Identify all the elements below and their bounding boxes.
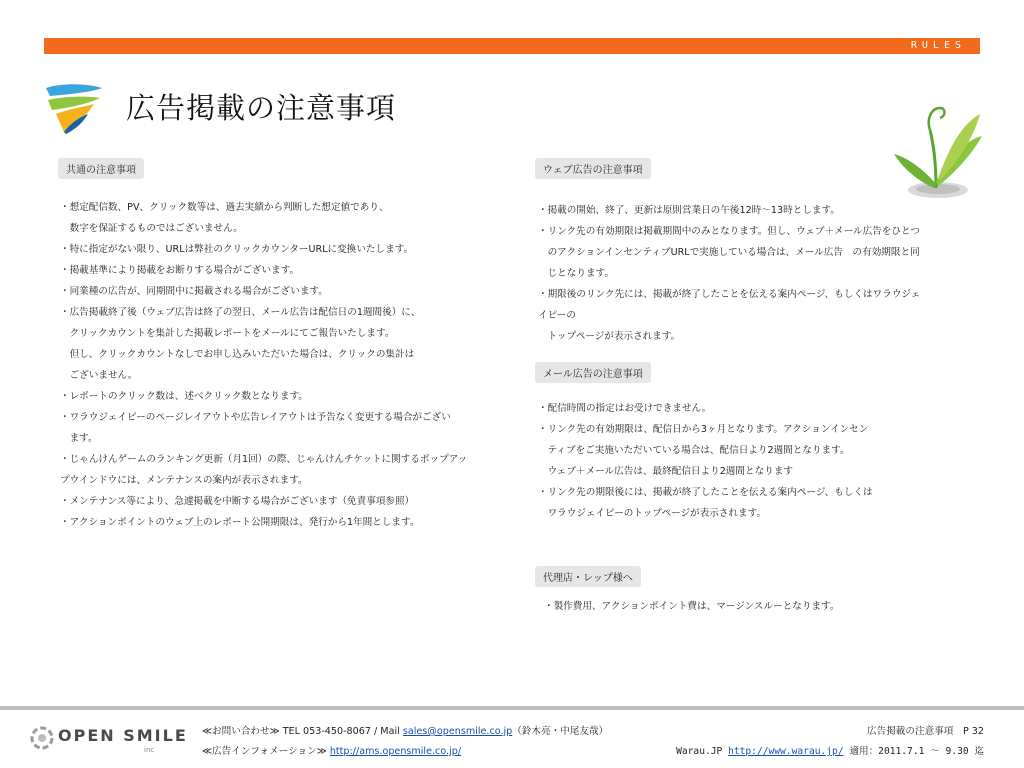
list-item: ウェブ＋メール広告は、最終配信日より2週間となります (538, 466, 793, 477)
header-bar (44, 38, 980, 54)
footer-page-info (676, 722, 984, 762)
list-item: ・リンク先の期限後には、掲載が終了したことを伝える案内ページ、もしくは (538, 487, 873, 498)
contact-prefix: ≪お問い合わせ≫ TEL 053-450-8067 / Mail (202, 726, 403, 737)
list-item: 但し、クリックカウントなしでお申し込みいただいた場合は、クリックの集計は (60, 349, 415, 360)
applied-period: 適用：2011.7.1 ～ 9.30 迄 (843, 746, 984, 757)
list-item: ・じゃんけんゲームのランキング更新（月1回）の際、じゃんけんチケットに関するポップアッ (60, 454, 468, 465)
list-item: イピーの (538, 310, 576, 321)
web-notes-list (538, 200, 920, 347)
list-item: ・広告掲載終了後（ウェブ広告は終了の翌日、メール広告は配信日の1週間後）に、 (60, 307, 421, 318)
page-title: 広告掲載の注意事項 (126, 91, 397, 125)
list-item: ワラウジェイピーのトップページが表示されます。 (538, 508, 767, 519)
list-item: ・ワラウジェイピーのページレイアウトや広告レイアウトは予告なく変更する場合がござい (60, 412, 451, 423)
list-item: ・掲載基準により掲載をお断りする場合がございます。 (60, 265, 300, 276)
list-item: じとなります。 (538, 268, 614, 279)
common-notes-label: 共通の注意事項 (58, 158, 144, 179)
list-item: ・特に指定がない限り、URLは弊社のクリックカウンターURLに変換いたします。 (60, 244, 414, 255)
info-prefix: ≪広告インフォメーション≫ (202, 746, 330, 757)
agency-notes-list (544, 596, 839, 617)
contact-email-link[interactable]: sales@opensmile.co.jp (402, 726, 513, 737)
list-item: ・想定配信数、PV、クリック数等は、過去実績から判断した想定値であり、 (60, 202, 389, 213)
list-item: ・同業種の広告が、同期間中に掲載される場合がございます。 (60, 286, 328, 297)
list-item: ・掲載の開始、終了、更新は原則営業日の午後12時～13時とします。 (538, 205, 840, 216)
rules-label: RULES (910, 40, 966, 51)
list-item: のアクションインセンティブURLで実施している場合は、メール広告 の有効期限と同 (538, 247, 920, 258)
page-number-label: 広告掲載の注意事項 P 32 (867, 726, 984, 737)
list-item: ・リンク先の有効期限は掲載期間中のみとなります。但し、ウェブ＋メール広告をひとつ (538, 226, 921, 237)
common-notes-list (60, 197, 467, 533)
list-item: クリックカウントを集計した掲載レポートをメールにてご報告いたします。 (60, 328, 395, 339)
list-item: ティブをご実施いただいている場合は、配信日より2週間となります。 (538, 445, 850, 456)
list-item: ・メンテナンス等により、急遽掲載を中断する場合がございます（免責事項参照） (60, 496, 415, 507)
list-item: ございません。 (60, 370, 138, 381)
list-item: ・期限後のリンク先には、掲載が終了したことを伝える案内ページ、もしくはワラウジェ (538, 289, 921, 300)
footer-divider (0, 706, 1024, 710)
footer-contact (202, 722, 608, 762)
list-item: ・アクションポイントのウェブ上のレポート公開期限は、発行から1年間とします。 (60, 517, 420, 528)
warau-logo-icon (42, 80, 104, 136)
list-item: ・製作費用、アクションポイント費は、マージンスルーとなります。 (544, 601, 840, 612)
info-url-link[interactable]: http://ams.opensmile.co.jp/ (329, 746, 462, 757)
list-item: ・レポートのクリック数は、述べクリック数となります。 (60, 391, 308, 402)
site-prefix: Warau.JP (676, 746, 729, 757)
list-item: プウインドウには、メンテナンスの案内が表示されます。 (60, 475, 308, 486)
site-url-link[interactable]: http://www.warau.jp/ (728, 746, 844, 757)
list-item: ます。 (60, 433, 98, 444)
agency-notes-label: 代理店・レップ様へ (535, 566, 641, 587)
list-item: 数字を保証するものではございません。 (60, 223, 243, 234)
contact-suffix: （鈴木亮・中尾友哉） (512, 726, 609, 737)
footer-brand-suffix: inc (144, 746, 155, 754)
sprout-illustration-icon (890, 96, 986, 204)
list-item: ・配信時間の指定はお受けできません。 (538, 403, 712, 414)
mail-notes-label: メール広告の注意事項 (535, 362, 651, 383)
mail-notes-list (538, 398, 873, 524)
footer-brand: OPEN SMILE (58, 726, 188, 745)
list-item: ・リンク先の有効期限は、配信日から3ヶ月となります。アクションインセン (538, 424, 869, 435)
list-item: トップページが表示されます。 (538, 331, 681, 342)
web-notes-label: ウェブ広告の注意事項 (535, 158, 651, 179)
